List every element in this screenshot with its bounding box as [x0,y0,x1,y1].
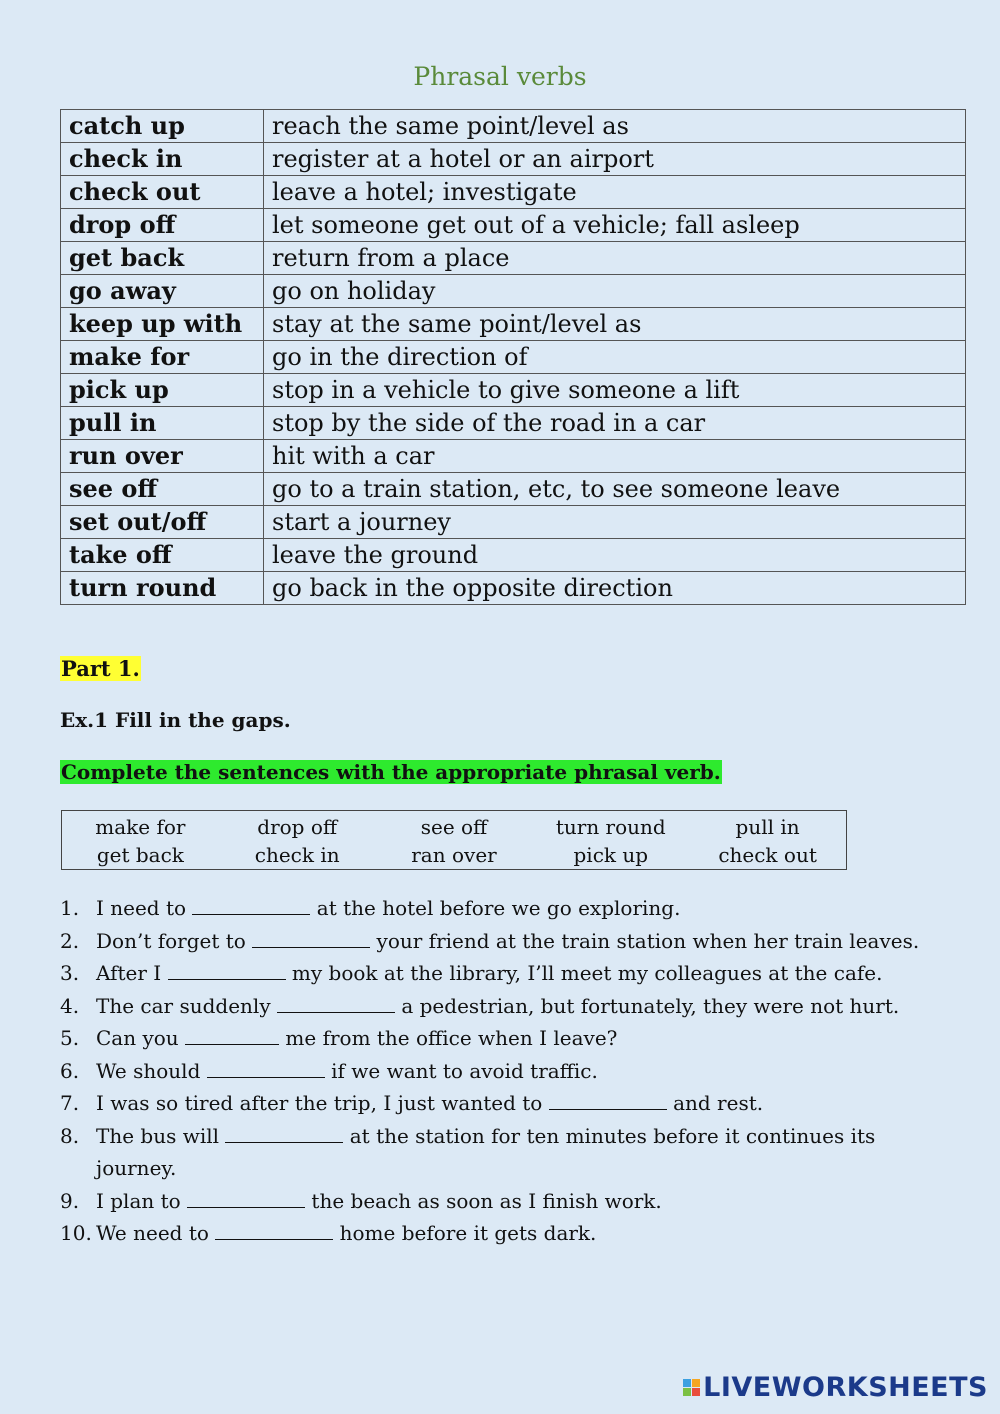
word-box-item: see off [420,815,488,839]
sentence-item [60,925,940,958]
sentence-text-after: a pedestrian, but fortunately, they were not hurt. [394,993,900,1018]
table-row [61,110,966,143]
meaning-cell: leave the ground [264,539,966,572]
meaning-cell: go to a train station, etc, to see someone leave [264,473,966,506]
table-row [61,539,966,572]
table-row [61,242,966,275]
sentence-text-before: The car suddenly [96,993,277,1018]
sentence-text-after: my book at the library, I’ll meet my colleagues at the cafe. [285,961,883,985]
sentence-text-before: The bus will [96,1123,226,1148]
sentence-text-after: at the hotel before we go exploring. [310,896,681,920]
table-row [61,440,966,473]
word-box-item: drop off [257,815,338,839]
verb-cell: get back [61,242,264,275]
sentence-text-before: I was so tired after the trip, I just wanted to [96,1091,549,1115]
answer-gap[interactable] [187,1193,305,1208]
brand-logo [683,1372,988,1403]
sentence-item [60,1055,940,1088]
word-box-item: check in [254,843,340,867]
sentence-number: 6. [60,1058,80,1083]
sentence-number: 10. [60,1221,92,1245]
table-row [61,374,966,407]
sentence-text-after: and rest. [666,1091,764,1115]
exercise-title: Ex.1 Fill in the gaps. [60,708,291,732]
sentence-text-before: We need to [96,1221,216,1245]
instruction-text: Complete the sentences with the appropriate phrasal verb. [61,760,721,784]
meaning-cell: go in the direction of [264,341,966,374]
meaning-cell: start a journey [264,506,966,539]
answer-gap[interactable] [252,933,370,948]
sentence-number: 2. [60,928,80,953]
verb-cell: pull in [61,407,264,440]
answer-gap[interactable] [168,965,286,980]
verb-cell: make for [61,341,264,374]
meaning-cell: reach the same point/level as [264,110,966,143]
word-box-item: make for [95,815,186,839]
table-row [61,209,966,242]
meaning-cell: register at a hotel or an airport [264,143,966,176]
word-box-item: check out [718,843,817,867]
part-label: Part 1. [61,656,140,681]
sentence-number: 8. [60,1123,80,1148]
table-row [61,176,966,209]
meaning-cell: go on holiday [264,275,966,308]
table-row [61,407,966,440]
word-box-item: get back [96,843,184,867]
sentence-item [60,1185,940,1218]
sentence-item [60,1022,940,1055]
word-box-item: pull in [735,815,800,839]
sentence-text-after: your friend at the train station when her train leaves. [370,928,920,953]
sentence-item [60,892,940,925]
liveworksheets-icon [683,1379,700,1396]
table-row [61,572,966,605]
verb-cell: turn round [61,572,264,605]
verb-cell: take off [61,539,264,572]
meaning-cell: hit with a car [264,440,966,473]
meaning-cell: stay at the same point/level as [264,308,966,341]
sentence-text-after: me from the office when I leave? [279,1026,618,1050]
brand-name: LIVEWORKSHEETS [703,1372,988,1403]
phrasal-verbs-table [60,109,966,605]
table-row [61,473,966,506]
answer-gap[interactable] [215,1225,333,1240]
meaning-cell: return from a place [264,242,966,275]
sentence-number: 9. [60,1188,80,1213]
sentence-text-after: at the station for ten minutes before it continues its journey. [96,1123,876,1180]
meaning-cell: let someone get out of a vehicle; fall asleep [264,209,966,242]
meaning-cell: go back in the opposite direction [264,572,966,605]
verb-cell: see off [61,473,264,506]
sentence-text-before: Can you [96,1026,186,1050]
verb-cell: go away [61,275,264,308]
sentence-item [60,990,940,1023]
sentence-text-after: home before it gets dark. [333,1221,597,1245]
word-box [61,810,847,870]
answer-gap[interactable] [225,1128,343,1143]
sentence-item [60,957,940,990]
sentence-number: 7. [60,1091,80,1115]
answer-gap[interactable] [549,1095,667,1110]
sentence-number: 1. [60,896,80,920]
table-row [61,143,966,176]
verb-cell: pick up [61,374,264,407]
sentence-number: 5. [60,1026,80,1050]
verb-cell: check out [61,176,264,209]
answer-gap[interactable] [277,998,395,1013]
sentence-number: 4. [60,993,80,1018]
sentence-text-before: Don’t forget to [96,928,253,953]
table-row [61,341,966,374]
answer-gap[interactable] [192,900,310,915]
sentence-text-before: We should [96,1058,207,1083]
sentence-text-before: After I [96,961,168,985]
table-row [61,308,966,341]
sentence-item [60,1120,940,1185]
verb-cell: keep up with [61,308,264,341]
sentence-item [60,1087,940,1120]
sentence-text-after: if we want to avoid traffic. [324,1058,598,1083]
word-box-item: turn round [555,815,666,839]
verb-cell: run over [61,440,264,473]
word-box-item: pick up [573,843,649,867]
verb-cell: set out/off [61,506,264,539]
answer-gap[interactable] [185,1030,279,1045]
answer-gap[interactable] [207,1063,325,1078]
sentence-text-before: I plan to [96,1188,188,1213]
sentence-number: 3. [60,961,80,985]
word-box-item: ran over [411,843,497,867]
meaning-cell: stop in a vehicle to give someone a lift [264,374,966,407]
table-row [61,275,966,308]
sentence-text-before: I need to [96,896,193,920]
verb-cell: catch up [61,110,264,143]
page-title: Phrasal verbs [413,62,587,91]
sentence-item [60,1217,940,1250]
sentence-list [60,892,940,1250]
meaning-cell: leave a hotel; investigate [264,176,966,209]
meaning-cell: stop by the side of the road in a car [264,407,966,440]
table-row [61,506,966,539]
verb-cell: drop off [61,209,264,242]
verb-cell: check in [61,143,264,176]
sentence-text-after: the beach as soon as I finish work. [305,1188,662,1213]
